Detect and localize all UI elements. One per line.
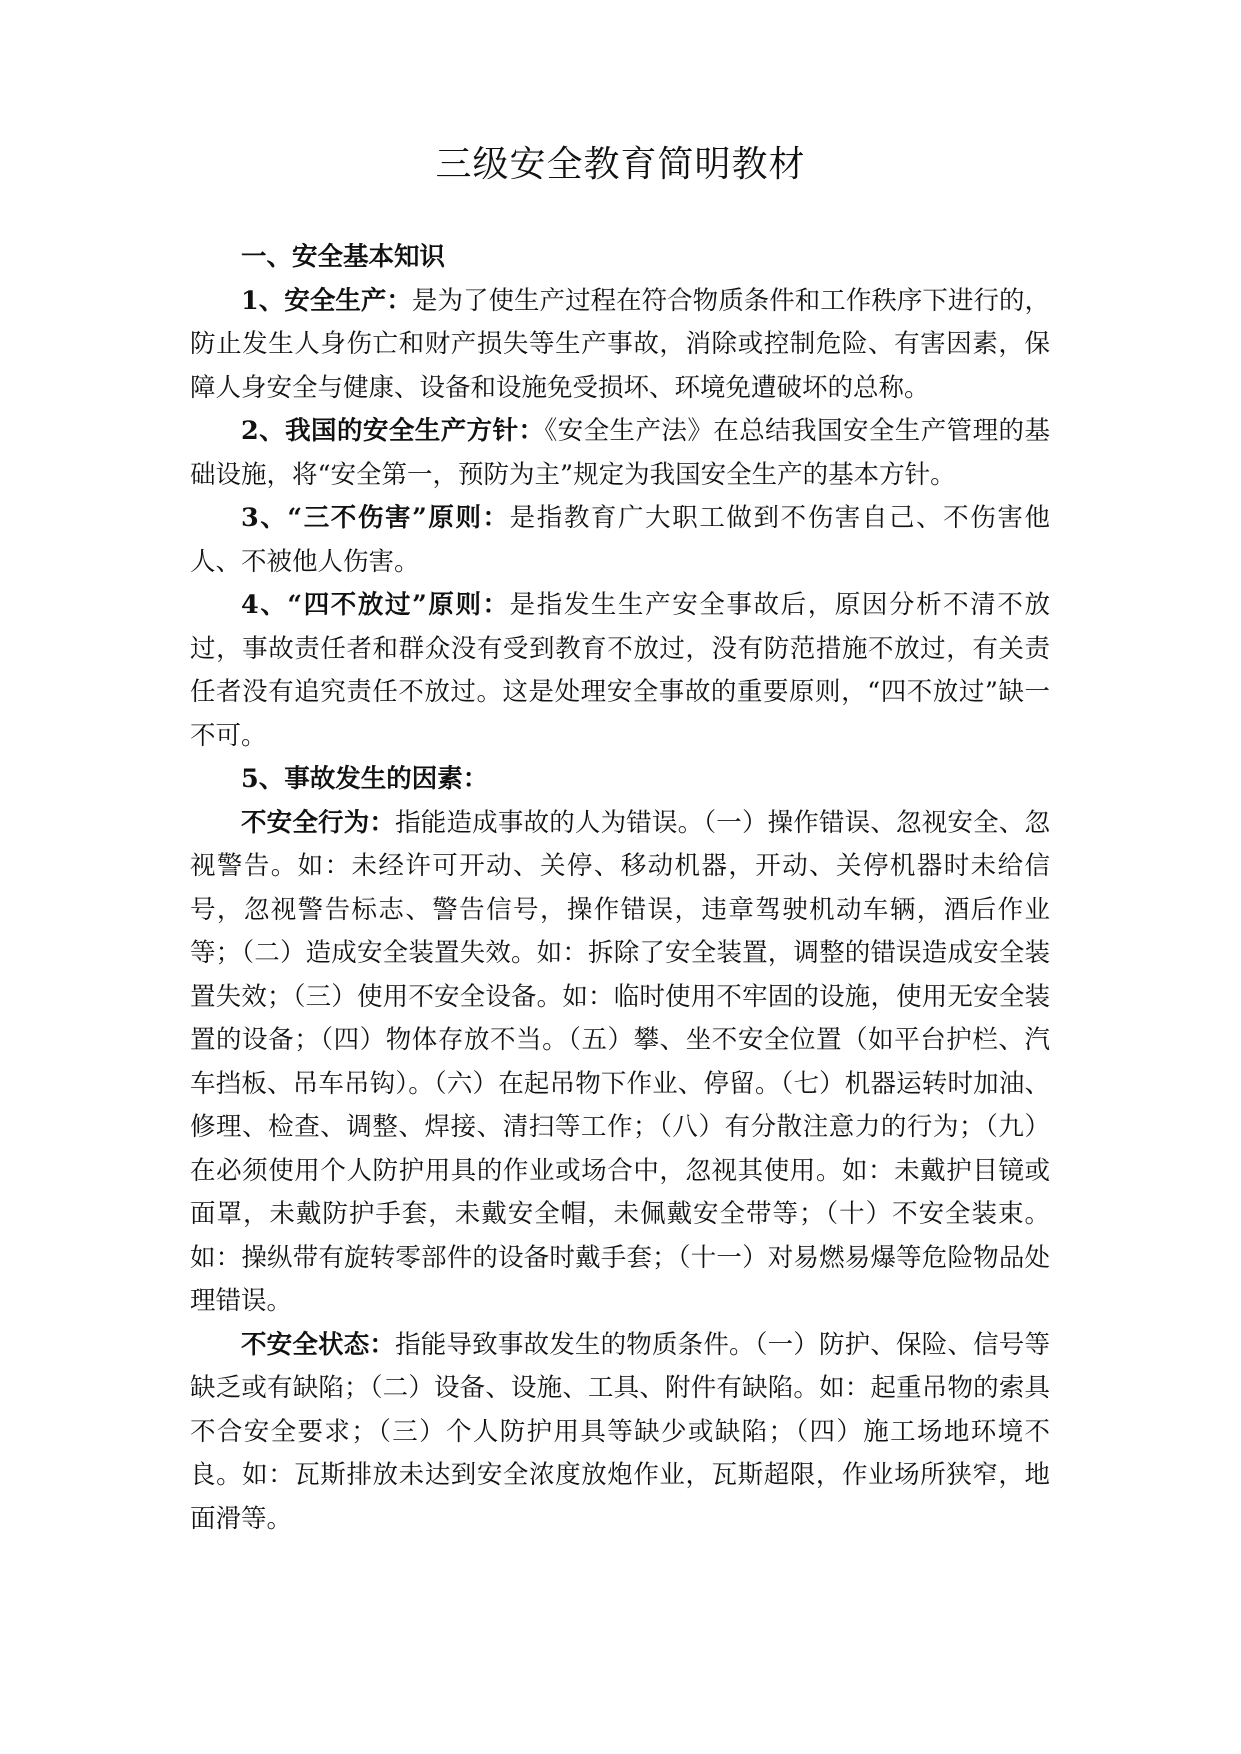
- paragraph-three-no-harm: [190, 497, 1050, 584]
- term: 4、“四不放过”原则：: [241, 590, 510, 620]
- paragraph-unsafe-behavior: [190, 802, 1050, 1324]
- paragraph-unsafe-state: [190, 1324, 1050, 1542]
- paragraph-four-no-let-go: [190, 584, 1050, 758]
- document-title: 三级安全教育简明教材: [435, 144, 806, 185]
- document-body: [190, 236, 1050, 1541]
- definition: 指能导致事故发生的物质条件。（一）防护、保险、信号等缺乏或有缺陷；（二）设备、设施、工具、附件有缺陷。如：起重吊物的索具不合安全要求；（三）个人防护用具等缺少或缺陷；（四）施工场地环境不良。如：瓦斯排放未达到安全浓度放炮作业，瓦斯超限，作业场所狭窄，地面滑等。: [190, 1329, 1050, 1534]
- term: 1、安全生产：: [241, 285, 412, 316]
- section-heading: 一、安全基本知识: [241, 242, 446, 272]
- term: 不安全行为：: [241, 807, 396, 838]
- definition: 《安全生产法》在总结我国安全生产管理的基础设施，将“安全第一，预防为主”规定为我国安全生产的基本方针。: [190, 416, 1050, 490]
- definition: 是指教育广大职工做到不伤害自己、不伤害他人、不被他人伤害。: [190, 503, 1050, 577]
- definition: 是指发生生产安全事故后，原因分析不清不放过，事故责任者和群众没有受到教育不放过，没有防范措施不放过，有关责任者没有追究责任不放过。这是处理安全事故的重要原则，“四不放过”缺一不可。: [190, 590, 1050, 751]
- term: 3、“三不伤害”原则：: [241, 503, 510, 533]
- factors-heading: 5、事故发生的因素：: [241, 764, 489, 794]
- term: 不安全状态：: [241, 1329, 396, 1360]
- term: 2、我国的安全生产方针：: [241, 416, 545, 446]
- definition: 指能造成事故的人为错误。（一）操作错误、忽视安全、忽视警告。如：未经许可开动、关停、移动机器，开动、关停机器时未给信号，忽视警告标志、警告信号，操作错误，违章驾驶机动车辆，酒后作业等；（二）造成安全装置失效。如：拆除了安全装置，调整的错误造成安全装置失效；（三）使用不安全设备。如：临时使用不牢固的设施，使用无安全装置的设备；（四）物体存放不当。（五）攀、坐不安全位置（如平台护栏、汽车挡板、吊车吊钩）。（六）在起吊物下作业、停留。（七）机器运转时加油、修理、检查、调整、焊接、清扫等工作；（八）有分散注意力的行为；（九）在必须使用个人防护用具的作业或场合中，忽视其使用。如：未戴护目镜或面罩，未戴防护手套，未戴安全帽，未佩戴安全带等；（十）不安全装束。如：操纵带有旋转零部件的设备时戴手套；（十一）对易燃易爆等危险物品处理错误。: [190, 807, 1050, 1316]
- definition: 是为了使生产过程在符合物质条件和工作秩序下进行的，防止发生人身伤亡和财产损失等生产事故，消除或控制危险、有害因素，保障人身安全与健康、设备和设施免受损坏、环境免遭破坏的总称。: [190, 285, 1050, 403]
- paragraph-safe-production: [190, 280, 1050, 411]
- paragraph-safety-policy: [190, 410, 1050, 497]
